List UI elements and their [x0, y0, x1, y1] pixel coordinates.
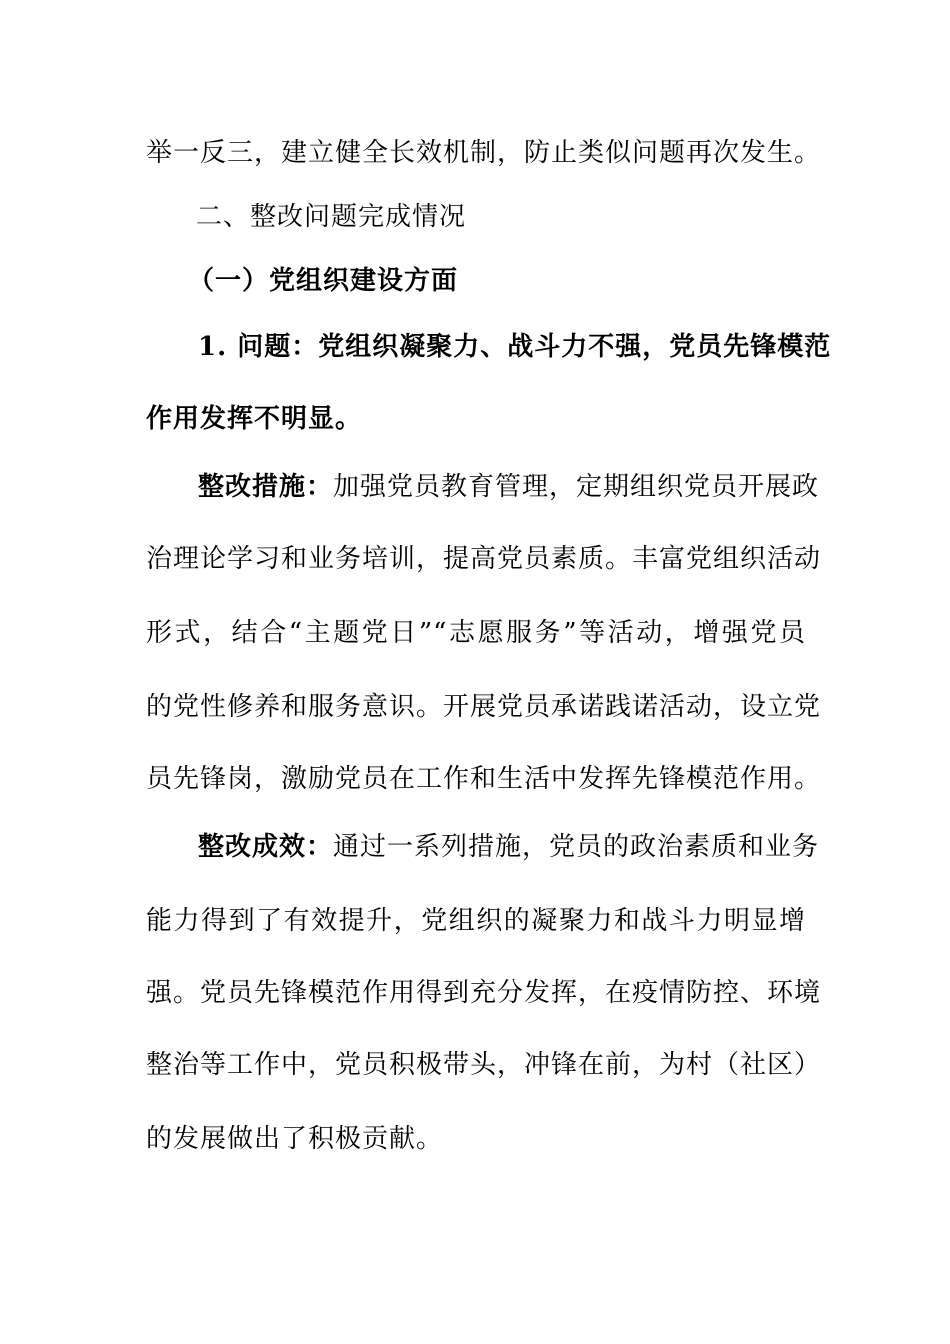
measures-line: 的党性修养和服务意识。开展党员承诺践诺活动，设立党 — [146, 692, 822, 722]
problem-line: 作用发挥不明显。 — [146, 404, 363, 434]
measures-line: 治理论学习和业务培训，提高党员素质。丰富党组织活动 — [146, 544, 822, 574]
measures-line: 形式，结合“主题党日”“志愿服务”等活动，增强党员 — [146, 618, 806, 648]
effect-line — [198, 830, 820, 864]
effect-text: 通过一系列措施，党员的政治素质和业务 — [333, 832, 820, 862]
subsection-title: （一）党组织建设方面 — [188, 266, 459, 296]
effect-line: 强。党员先锋模范作用得到充分发挥，在疫情防控、环境 — [146, 978, 822, 1008]
measures-label: 整改措施： — [198, 472, 334, 502]
measures-text: 加强党员教育管理，定期组织党员开展政 — [333, 472, 820, 502]
effect-line: 的发展做出了积极贡献。 — [146, 1124, 444, 1154]
section-title: 二、整改问题完成情况 — [196, 202, 467, 232]
measures-line: 员先锋岗，激励党员在工作和生活中发挥先锋模范作用。 — [146, 764, 822, 794]
measures-line — [198, 470, 820, 504]
effect-line: 能力得到了有效提升，党组织的凝聚力和战斗力明显增 — [146, 906, 806, 936]
effect-line: 整治等工作中，党员积极带头，冲锋在前，为村（社区） — [146, 1050, 822, 1080]
paragraph-line: 举一反三，建立健全长效机制，防止类似问题再次发生。 — [146, 138, 822, 168]
effect-label: 整改成效： — [198, 832, 334, 862]
problem-line: 1. 问题：党组织凝聚力、战斗力不强，党员先锋模范 — [198, 332, 832, 362]
